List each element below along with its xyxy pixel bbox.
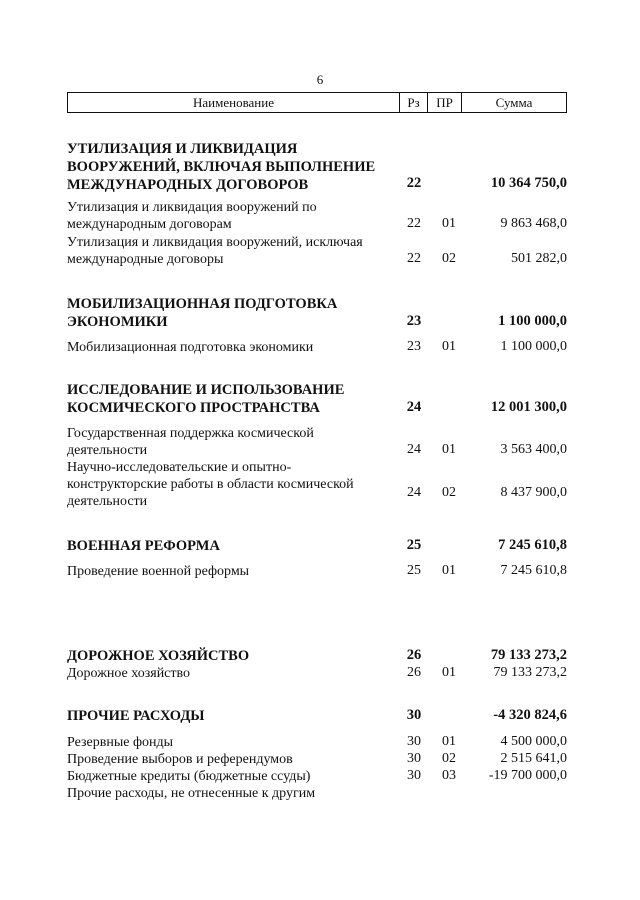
row-sum: 1 100 000,0	[498, 313, 567, 329]
row-name: Утилизация и ликвидация вооружений, исключая международные договоры	[67, 235, 363, 267]
row-rz: 22	[406, 175, 422, 191]
row-sum: 9 863 468,0	[500, 216, 567, 231]
row-rz: 25	[407, 563, 421, 578]
header-rz: Рз	[399, 93, 427, 112]
row-name: ВОЕННАЯ РЕФОРМА	[67, 538, 220, 554]
row-name: Прочие расходы, не отнесенные к другим	[67, 786, 316, 801]
row-rz: 22	[407, 216, 421, 231]
header-name: Наименование	[67, 93, 399, 112]
row-sum: 79 133 273,2	[490, 647, 567, 663]
row-name: Проведение выборов и референдумов	[67, 752, 293, 767]
row-rz: 30	[406, 707, 422, 723]
row-rz: 25	[406, 537, 422, 553]
row-pr: 02	[442, 485, 456, 500]
row-rz: 30	[407, 751, 421, 766]
row-sum: 501 282,0	[511, 251, 567, 266]
row-sum: 7 245 610,8	[498, 537, 567, 553]
row-pr: 01	[442, 216, 456, 231]
row-sum: -4 320 824,6	[493, 707, 567, 723]
row-pr: 01	[442, 442, 456, 457]
row-name: Дорожное хозяйство	[67, 666, 191, 681]
row-name: МОБИЛИЗАЦИОННАЯ ПОДГОТОВКА ЭКОНОМИКИ	[67, 296, 338, 330]
row-pr: 03	[442, 768, 456, 783]
row-pr: 01	[442, 665, 456, 680]
row-sum: 10 364 750,0	[490, 175, 567, 191]
row-name: ПРОЧИЕ РАСХОДЫ	[67, 708, 205, 724]
row-pr: 02	[442, 751, 456, 766]
row-name: Резервные фонды	[67, 735, 174, 750]
header-sum: Сумма	[461, 93, 567, 112]
row-sum: -19 700 000,0	[488, 768, 567, 783]
row-rz: 23	[407, 339, 421, 354]
row-name: Мобилизационная подготовка экономики	[67, 340, 314, 355]
row-rz: 26	[407, 665, 421, 680]
row-name: Проведение военной реформы	[67, 564, 250, 579]
row-pr: 01	[442, 734, 456, 749]
row-pr: 02	[442, 251, 456, 266]
row-sum: 79 133 273,2	[493, 665, 567, 680]
row-rz: 22	[407, 251, 421, 266]
row-name: ДОРОЖНОЕ ХОЗЯЙСТВО	[67, 648, 250, 664]
row-sum: 12 001 300,0	[490, 399, 567, 415]
page-number: 6	[316, 72, 324, 87]
row-sum: 7 245 610,8	[500, 563, 567, 578]
header-pr: ПР	[427, 93, 461, 112]
row-sum: 4 500 000,0	[500, 734, 567, 749]
row-name: Государственная поддержка космической деятельности	[67, 426, 314, 458]
row-sum: 3 563 400,0	[500, 442, 567, 457]
row-rz: 30	[407, 768, 421, 783]
row-name: УТИЛИЗАЦИЯ И ЛИКВИДАЦИЯ ВООРУЖЕНИЙ, ВКЛЮЧАЯ ВЫПОЛНЕНИЕ МЕЖДУНАРОДНЫХ ДОГОВОРОВ	[67, 141, 376, 193]
row-rz: 26	[406, 647, 422, 663]
row-pr: 01	[442, 563, 456, 578]
row-rz: 24	[407, 442, 421, 457]
row-rz: 30	[407, 734, 421, 749]
row-name: Научно-исследовательские и опытно-конструкторские работы в области космической деятельности	[67, 460, 354, 509]
table-header	[67, 92, 567, 113]
row-rz: 24	[407, 485, 421, 500]
row-rz: 24	[406, 399, 422, 415]
row-name: Бюджетные кредиты (бюджетные ссуды)	[67, 769, 311, 784]
row-sum: 1 100 000,0	[500, 339, 567, 354]
row-name: ИССЛЕДОВАНИЕ И ИСПОЛЬЗОВАНИЕ КОСМИЧЕСКОГО ПРОСТРАНСТВА	[67, 382, 345, 416]
row-sum: 8 437 900,0	[500, 485, 567, 500]
row-rz: 23	[406, 313, 422, 329]
row-pr: 01	[442, 339, 456, 354]
row-name: Утилизация и ликвидация вооружений по международным договорам	[67, 200, 317, 232]
row-sum: 2 515 641,0	[500, 751, 567, 766]
